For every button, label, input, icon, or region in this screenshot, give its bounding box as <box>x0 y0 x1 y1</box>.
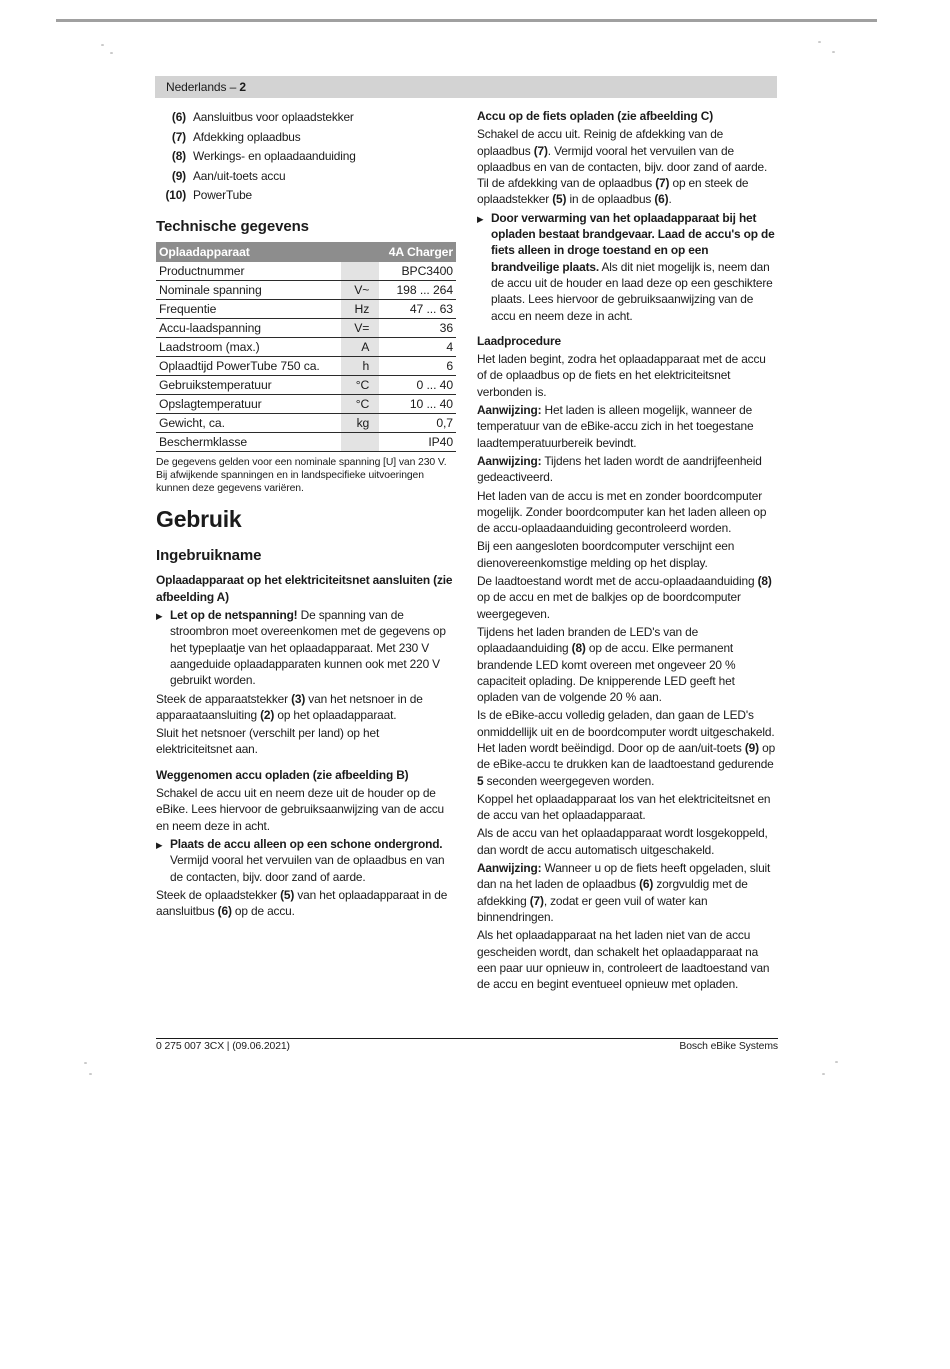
table-row <box>156 262 456 281</box>
part-label: Aansluitbus voor oplaadstekker <box>193 110 354 124</box>
table-footnote: De gegevens gelden voor een nominale spanning [U] van 230 V. Bij afwijkende spanningen en in landspecifieke uitvoeringen kunnen deze gegevens variëren. <box>156 457 447 495</box>
right-column <box>477 108 778 992</box>
warning-bullet <box>156 607 456 688</box>
table-cell-unit: h <box>341 357 379 376</box>
table-row <box>156 338 456 357</box>
table-row <box>156 376 456 395</box>
warning-bullet <box>477 210 778 324</box>
paragraph: Schakel de accu uit. Reinig de afdekking van de oplaadbus (7). Vermijd vooral het vervuilen van de oplaadbus en van de contacten, bijv. door zand of aarde. Til de afdekking van de oplaadbus (7) op en steek de oplaadstekker (5) in de oplaadbus (6). <box>477 127 768 207</box>
left-text-blocks <box>156 572 456 919</box>
parts-list <box>156 108 456 206</box>
bullet-arrow-icon: ▶ <box>156 611 163 622</box>
table-row <box>156 300 456 319</box>
scan-mark <box>822 1073 825 1075</box>
part-label: Aan/uit-toets accu <box>193 168 286 183</box>
subheading: Oplaadapparaat op het elektriciteitsnet aansluiten (zie afbeelding A) <box>156 573 453 604</box>
table-row <box>156 281 456 300</box>
tech-data-table <box>156 242 456 453</box>
paragraph: Aanwijzing: Tijdens het laden wordt de aandrijfeenheid gedeactiveerd. <box>477 453 762 485</box>
table-cell-value: 198 ... 264 <box>396 283 453 298</box>
warning-bullet <box>156 836 456 885</box>
table-cell-unit: °C <box>341 376 379 395</box>
table-cell-value: 4 <box>446 340 453 355</box>
table-cell-value: IP40 <box>428 435 453 450</box>
paragraph: Schakel de accu uit en neem deze uit de houder op de eBike. Lees hiervoor de gebruiksaanwijzing van de accu en neem deze in acht. <box>156 786 445 833</box>
table-row <box>156 414 456 433</box>
page-header: Nederlands – 2 <box>155 76 777 98</box>
table-cell-value: 47 ... 63 <box>409 302 453 317</box>
bullet-arrow-icon: ▶ <box>477 213 484 224</box>
table-cell-label: Gebruikstemperatuur <box>159 378 272 393</box>
table-cell-label: Productnummer <box>159 264 245 279</box>
page-top-edge <box>56 19 877 22</box>
table-cell-value: 0 ... 40 <box>416 378 453 393</box>
left-column <box>156 108 456 919</box>
table-cell-unit: °C <box>341 395 379 414</box>
table-cell-unit: Hz <box>341 300 379 319</box>
scan-mark <box>818 41 821 43</box>
table-row <box>156 433 456 452</box>
paragraph: Aanwijzing: Wanneer u op de fiets heeft opgeladen, sluit dan na het laden de oplaadbus (6) zorgvuldig met de afdekking (7), zodat er geen vuil of water kan binnendringen. <box>477 861 771 924</box>
scan-mark <box>101 44 104 46</box>
subsection-title: Ingebruikname <box>156 547 262 565</box>
paragraph: Als het oplaadapparaat na het laden niet van de accu gescheiden wordt, dan schakelt het oplaadapparaat na een paar uur opnieuw in, controleert de laadtoestand van de accu en begint eventueel opnieuw met opladen. <box>477 928 770 992</box>
table-cell-value: BPC3400 <box>401 264 453 279</box>
table-row <box>156 357 456 376</box>
table-cell-label: Laadstroom (max.) <box>159 340 260 355</box>
scan-mark <box>832 51 835 53</box>
table-cell-unit: V~ <box>341 281 379 300</box>
table-cell-label: Frequentie <box>159 302 217 317</box>
table-cell-value: 10 ... 40 <box>409 397 453 412</box>
footer-brand: Bosch eBike Systems <box>679 1041 778 1052</box>
table-cell-label: Oplaadtijd PowerTube 750 ca. <box>159 359 320 374</box>
section-title: Gebruik <box>156 506 242 533</box>
scan-mark <box>84 1062 87 1064</box>
part-label: Werkings- en oplaadaanduiding <box>193 149 356 164</box>
paragraph: Aanwijzing: Het laden is alleen mogelijk, wanneer de temperatuur van de eBike-accu zich in het toegestane laadtemperatuurbereik bevindt. <box>477 403 754 450</box>
paragraph: Als de accu van het oplaadapparaat wordt losgekoppeld, dan wordt de accu automatisch uitgeschakeld. <box>477 826 768 857</box>
table-cell-label: Gewicht, ca. <box>159 416 225 431</box>
table-row <box>156 319 456 338</box>
scan-mark <box>89 1073 92 1075</box>
part-number: (7) <box>171 129 186 144</box>
part-number: (10) <box>165 188 186 203</box>
footer-document-number: 0 275 007 3CX | (09.06.2021) <box>156 1041 290 1052</box>
paragraph: Het laden van de accu is met en zonder boordcomputer mogelijk. Zonder boordcomputer kan het laden alleen op de accu-oplaadaanduiding gecontroleerd worden. <box>477 488 767 536</box>
paragraph: Is de eBike-accu volledig geladen, dan gaan de LED's onmiddellijk uit en de boordcomputer wordt uitgeschakeld. Het laden wordt beëindigd. Door op de aan/uit-toets (9) op de eBike-accu te drukken kan de laadtoestand gedurende 5 seconden weergegeven worden. <box>477 708 776 788</box>
page-footer <box>156 1041 778 1052</box>
paragraph: Bij een aangesloten boordcomputer verschijnt een dienovereenkomstige melding op het display. <box>477 539 735 570</box>
bullet-arrow-icon: ▶ <box>156 839 163 850</box>
part-number: (6) <box>171 110 186 124</box>
table-header-model: 4A Charger <box>379 242 456 262</box>
table-cell-label: Accu-laadspanning <box>159 321 261 336</box>
table-cell-label: Beschermklasse <box>159 435 248 450</box>
table-cell-unit <box>341 262 379 281</box>
table-row <box>156 395 456 414</box>
parts-list-item <box>156 186 456 206</box>
table-cell-value: 6 <box>446 359 453 374</box>
table-cell-unit: kg <box>341 414 379 433</box>
right-text-blocks <box>477 108 778 992</box>
part-number: (8) <box>171 149 186 164</box>
bullet-text: Let op de netspanning! De spanning van de stroombron moet overeenkomen met de gegevens op het typeplaatje van het oplaadapparaat. Met 230 V aangeduide oplaadapparaten kunnen ook met 220 V gebruikt worden. <box>170 608 446 688</box>
part-number: (9) <box>171 168 186 183</box>
paragraph: Steek de oplaadstekker (5) van het oplaadapparaat in de aansluitbus (6) op de accu. <box>156 887 448 919</box>
table-cell-value: 36 <box>439 321 453 336</box>
table-cell-value: 0,7 <box>436 416 453 431</box>
part-label: Afdekking oplaadbus <box>193 129 301 144</box>
subheading: Accu op de fiets opladen (zie afbeelding C) <box>477 109 714 123</box>
footer-divider <box>156 1038 778 1039</box>
table-cell-unit: V= <box>341 319 379 338</box>
parts-list-item <box>156 108 456 128</box>
paragraph: Het laden begint, zodra het oplaadapparaat met de accu of de oplaadbus op de fiets en het elektriciteitsnet verbonden is. <box>477 352 766 399</box>
scan-mark <box>110 52 113 54</box>
parts-list-item <box>156 128 456 148</box>
scan-mark <box>835 1061 838 1063</box>
paragraph: Steek de apparaatstekker (3) van het netsnoer in de apparaataansluiting (2) op het oplaadapparaat. <box>156 691 423 722</box>
bullet-text: Plaats de accu alleen op een schone ondergrond. Vermijd vooral het vervuilen van de oplaadbus en van de contacten, bijv. door zand of aarde. <box>170 836 445 884</box>
paragraph: Koppel het oplaadapparaat los van het elektriciteitsnet en de accu van het oplaadapparaat. <box>477 791 771 823</box>
parts-list-item <box>156 167 456 187</box>
table-header-product: Oplaadapparaat <box>156 242 379 262</box>
paragraph: De laadtoestand wordt met de accu-oplaadaanduiding (8) op de accu en met de balkjes op de boordcomputer weergegeven. <box>477 574 772 621</box>
bullet-text: Door verwarming van het oplaadapparaat bij het opladen bestaat brandgevaar. Laad de accu's op de fiets alleen in droge toestand en op een brandveilige plaats. Als dit niet mogelijk is, neem dan de accu uit de houder en laad deze op een geschiktere plaats. Lees hiervoor de gebruiksaanwijzing van de accu en neem deze in acht. <box>491 210 775 323</box>
part-label: PowerTube <box>193 188 253 203</box>
table-cell-label: Nominale spanning <box>159 283 262 298</box>
paragraph: Tijdens het laden branden de LED's van de oplaadaanduiding (8) op de accu. Elke permanent brandende LED komt overeen met ongeveer 20 % capaciteit oplading. De knipperende LED geeft het opladen van de volgende 20 % aan. <box>477 624 736 705</box>
table-cell-unit <box>341 433 379 452</box>
paragraph: Sluit het netsnoer (verschilt per land) op het elektriciteitsnet aan. <box>156 726 380 757</box>
subheading: Laadprocedure <box>477 333 561 348</box>
tech-data-heading: Technische gegevens <box>156 217 309 235</box>
parts-list-item <box>156 147 456 167</box>
table-cell-label: Opslagtemperatuur <box>159 397 262 412</box>
table-cell-unit: A <box>341 338 379 357</box>
subheading: Weggenomen accu opladen (zie afbeelding B) <box>156 767 409 782</box>
table-header-row <box>156 242 456 262</box>
